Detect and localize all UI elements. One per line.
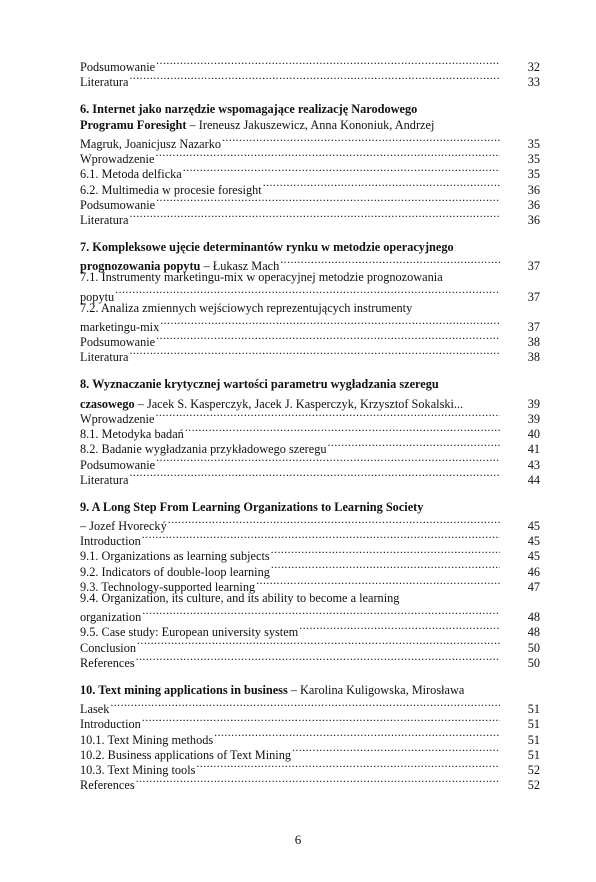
- toc-entry[interactable]: [80, 56, 540, 75]
- page-ref: 36: [527, 212, 540, 227]
- page-ref: 37: [527, 289, 540, 304]
- toc-entry-text: [80, 473, 128, 488]
- toc-entry-text: [80, 702, 109, 717]
- toc-entry[interactable]: [80, 316, 540, 334]
- entry-label: Podsumowanie: [80, 197, 156, 212]
- toc-entry-text: [80, 102, 417, 116]
- toc-entry-text: [80, 549, 270, 564]
- dot-leader: [156, 194, 500, 209]
- toc-section: [80, 377, 540, 487]
- page-ref: 41: [527, 442, 540, 457]
- toc-entry-text: [80, 534, 141, 549]
- toc-entry-text: [80, 213, 128, 228]
- entry-label: Conclusion: [80, 640, 137, 655]
- entry-label: Podsumowanie: [80, 60, 156, 75]
- toc-entry[interactable]: [80, 621, 540, 640]
- page-ref: 48: [527, 625, 540, 640]
- chapter-title: prognozowania popytu: [80, 259, 201, 274]
- entry-label: 6.1. Metoda delficka: [80, 167, 182, 182]
- toc-entry[interactable]: [80, 71, 540, 90]
- page-ref: 52: [527, 762, 540, 777]
- page-ref: 51: [527, 732, 540, 747]
- page-ref: 36: [527, 197, 540, 212]
- toc-entry[interactable]: [80, 346, 540, 365]
- entry-label: – Jozef Hvorecký: [80, 519, 167, 534]
- page-ref: 51: [527, 702, 540, 717]
- toc-section: [80, 682, 540, 793]
- toc-entry-text: [80, 778, 135, 793]
- toc-entry-text: [80, 565, 270, 580]
- page-ref: 50: [527, 640, 540, 655]
- dot-leader: [155, 148, 500, 163]
- entry-label: 7.2. Analiza zmiennych wejściowych reprezentujących instrumenty: [80, 300, 413, 315]
- toc-entry-text: [80, 320, 159, 335]
- table-of-contents: [80, 56, 540, 793]
- dot-leader: [214, 728, 500, 743]
- entry-label: 9.2. Indicators of double-loop learning: [80, 564, 270, 579]
- toc-entry-text: [80, 301, 412, 315]
- toc-entry-text: [80, 412, 154, 427]
- toc-entry-text: [80, 683, 464, 697]
- toc-title-line: [80, 270, 540, 285]
- page-number: 6: [294, 832, 302, 847]
- toc-section: [80, 499, 540, 670]
- chapter-title: 6. Internet jako narzędzie wspomagające realizację Narodowego: [80, 102, 418, 117]
- page-ref: 35: [527, 152, 540, 167]
- page-ref: 50: [527, 655, 540, 670]
- entry-label: – Ireneusz Jakuszewicz, Anna Kononiuk, Andrzej: [186, 117, 435, 132]
- entry-label: Literatura: [80, 212, 129, 227]
- entry-label: – Karolina Kuligowska, Mirosława: [287, 682, 465, 697]
- dot-leader: [129, 469, 500, 484]
- entry-label: Wprowadzenie: [80, 152, 155, 167]
- toc-entry-text: [80, 500, 423, 514]
- toc-entry-text: [80, 75, 128, 90]
- page-ref: 48: [527, 610, 540, 625]
- dot-leader: [142, 530, 500, 545]
- dot-leader: [155, 408, 500, 423]
- entry-label: – Łukasz Mach: [200, 259, 280, 274]
- page-ref: 45: [527, 549, 540, 564]
- dot-leader: [129, 346, 500, 361]
- toc-entry-text: [80, 167, 182, 182]
- entry-label: 9.3. Technology-supported learning: [80, 579, 256, 594]
- toc-entry[interactable]: [80, 606, 540, 625]
- dot-leader: [185, 423, 500, 438]
- toc-entry[interactable]: [80, 209, 540, 227]
- toc-entry[interactable]: [80, 530, 540, 549]
- entry-label: organization: [80, 610, 142, 625]
- entry-label: 10.2. Business applications of Text Mining: [80, 747, 292, 762]
- dot-leader: [142, 713, 500, 728]
- page-ref: 38: [527, 350, 540, 365]
- dot-leader: [168, 515, 500, 530]
- entry-label: 10.3. Text Mining tools: [80, 762, 196, 777]
- page-ref: 40: [527, 427, 540, 442]
- toc-entry-text: [80, 240, 454, 254]
- entry-label: Podsumowanie: [80, 335, 156, 350]
- toc-entry[interactable]: [80, 774, 540, 793]
- toc-entry-text: [80, 427, 184, 442]
- toc-title-line: [80, 301, 540, 316]
- entry-label: References: [80, 655, 135, 670]
- page-ref: 37: [527, 259, 540, 274]
- entry-label: References: [80, 778, 135, 793]
- toc-entry-text: [80, 270, 443, 284]
- entry-label: popytu: [80, 289, 115, 304]
- toc-entry[interactable]: [80, 393, 540, 411]
- toc-entry[interactable]: [80, 285, 540, 304]
- toc-entry[interactable]: [80, 652, 540, 670]
- chapter-title: 7. Kompleksowe ujęcie determinantów rynku w metodzie operacyjnego: [80, 239, 454, 254]
- dot-leader: [271, 560, 500, 575]
- dot-leader: [136, 774, 500, 789]
- entry-label: Lasek: [80, 702, 110, 717]
- entry-label: Wprowadzenie: [80, 411, 155, 426]
- dot-leader: [271, 545, 500, 560]
- page-ref: 32: [527, 60, 540, 75]
- page-ref: 47: [527, 579, 540, 594]
- page-ref: 39: [527, 411, 540, 426]
- entry-label: 6.2. Multimedia w procesie foresight: [80, 182, 262, 197]
- toc-title-line: [80, 102, 540, 117]
- dot-leader: [110, 698, 500, 713]
- dot-leader: [256, 576, 500, 591]
- toc-entry[interactable]: [80, 728, 540, 747]
- chapter-title: 10. Text mining applications in business: [80, 682, 288, 697]
- toc-title-line: [80, 240, 540, 255]
- entry-label: 9.5. Case study: European university system: [80, 625, 299, 640]
- page-ref: 37: [527, 320, 540, 334]
- toc-section: [80, 102, 540, 227]
- entry-label: 7.1. Instrumenty marketingu-mix w operacyjnej metodzie prognozowania: [80, 270, 443, 285]
- entry-label: 10.1. Text Mining methods: [80, 732, 214, 747]
- toc-entry-text: [80, 377, 439, 391]
- toc-title-line: [80, 377, 540, 392]
- toc-title-line: [80, 591, 540, 606]
- page-ref: 39: [527, 396, 540, 411]
- toc-title-line: [80, 500, 540, 515]
- dot-leader: [137, 636, 500, 651]
- toc-section: [80, 239, 540, 365]
- page-ref: 45: [527, 519, 540, 534]
- toc-entry[interactable]: [80, 545, 540, 564]
- dot-leader: [136, 652, 500, 667]
- dot-leader: [142, 606, 500, 621]
- page-ref: 46: [527, 564, 540, 579]
- toc-entry[interactable]: [80, 515, 540, 534]
- toc-entry-text: [80, 733, 213, 748]
- toc-entry[interactable]: [80, 698, 540, 717]
- dot-leader: [328, 438, 500, 453]
- toc-entry-text: [80, 350, 128, 365]
- chapter-title: Programu Foresight: [80, 117, 187, 132]
- entry-label: Literatura: [80, 472, 129, 487]
- toc-section: [80, 56, 540, 90]
- dot-leader: [299, 621, 500, 636]
- toc-entry[interactable]: [80, 133, 540, 151]
- dot-leader: [292, 744, 500, 759]
- entry-label: Magruk, Joanicjusz Nazarko: [80, 136, 222, 151]
- dot-leader: [160, 316, 500, 331]
- entry-label: Literatura: [80, 75, 129, 90]
- entry-label: Introduction: [80, 717, 141, 732]
- chapter-title: czasowego: [80, 396, 135, 411]
- dot-leader: [156, 56, 500, 71]
- page-ref: 45: [527, 534, 540, 549]
- page-ref: 44: [527, 472, 540, 487]
- dot-leader: [129, 209, 500, 224]
- chapter-title: 8. Wyznaczanie krytycznej wartości parametru wygładzania szeregu: [80, 377, 439, 392]
- entry-label: – Jacek S. Kasperczyk, Jacek J. Kasperczyk, Krzysztof Sokalski...: [134, 396, 464, 411]
- page-ref: 43: [527, 457, 540, 472]
- page-ref: 35: [527, 136, 540, 151]
- toc-entry-text: [80, 591, 399, 605]
- chapter-title: 9. A Long Step From Learning Organizations to Learning Society: [80, 499, 424, 514]
- dot-leader: [156, 453, 500, 468]
- toc-entry[interactable]: [80, 713, 540, 732]
- dot-leader: [115, 285, 500, 300]
- entry-label: Introduction: [80, 534, 141, 549]
- entry-label: 8.1. Metodyka badań: [80, 427, 184, 442]
- toc-entry-text: [80, 656, 135, 671]
- dot-leader: [280, 255, 500, 270]
- entry-label: marketingu-mix: [80, 320, 160, 334]
- toc-entry-text: [80, 717, 141, 732]
- entry-label: 9.4. Organization, its culture, and its ability to become a learning: [80, 590, 400, 605]
- toc-title-line: [80, 118, 540, 133]
- page-ref: 33: [527, 75, 540, 90]
- toc-entry-text: [80, 152, 154, 167]
- toc-entry[interactable]: [80, 255, 540, 274]
- page-ref: 38: [527, 335, 540, 350]
- entry-label: 8.2. Badanie wygładzania przykładowego szeregu: [80, 442, 327, 457]
- page-ref: 52: [527, 778, 540, 793]
- entry-label: Podsumowanie: [80, 457, 156, 472]
- toc-entry[interactable]: [80, 469, 540, 487]
- dot-leader: [183, 163, 500, 178]
- toc-title-line: [80, 683, 540, 698]
- dot-leader: [222, 133, 500, 148]
- dot-leader: [129, 71, 500, 86]
- dot-leader: [156, 331, 500, 346]
- page-ref: 36: [527, 182, 540, 197]
- toc-entry-text: [80, 610, 141, 625]
- page-ref: 51: [527, 747, 540, 762]
- dot-leader: [263, 178, 500, 193]
- toc-entry[interactable]: [80, 636, 540, 655]
- page-ref: 51: [527, 717, 540, 732]
- dot-leader: [196, 759, 500, 774]
- toc-entry-text: [80, 641, 136, 656]
- entry-label: 9.1. Organizations as learning subjects: [80, 549, 270, 564]
- page-ref: 35: [527, 167, 540, 182]
- entry-label: Literatura: [80, 350, 129, 365]
- toc-entry-text: [80, 118, 434, 132]
